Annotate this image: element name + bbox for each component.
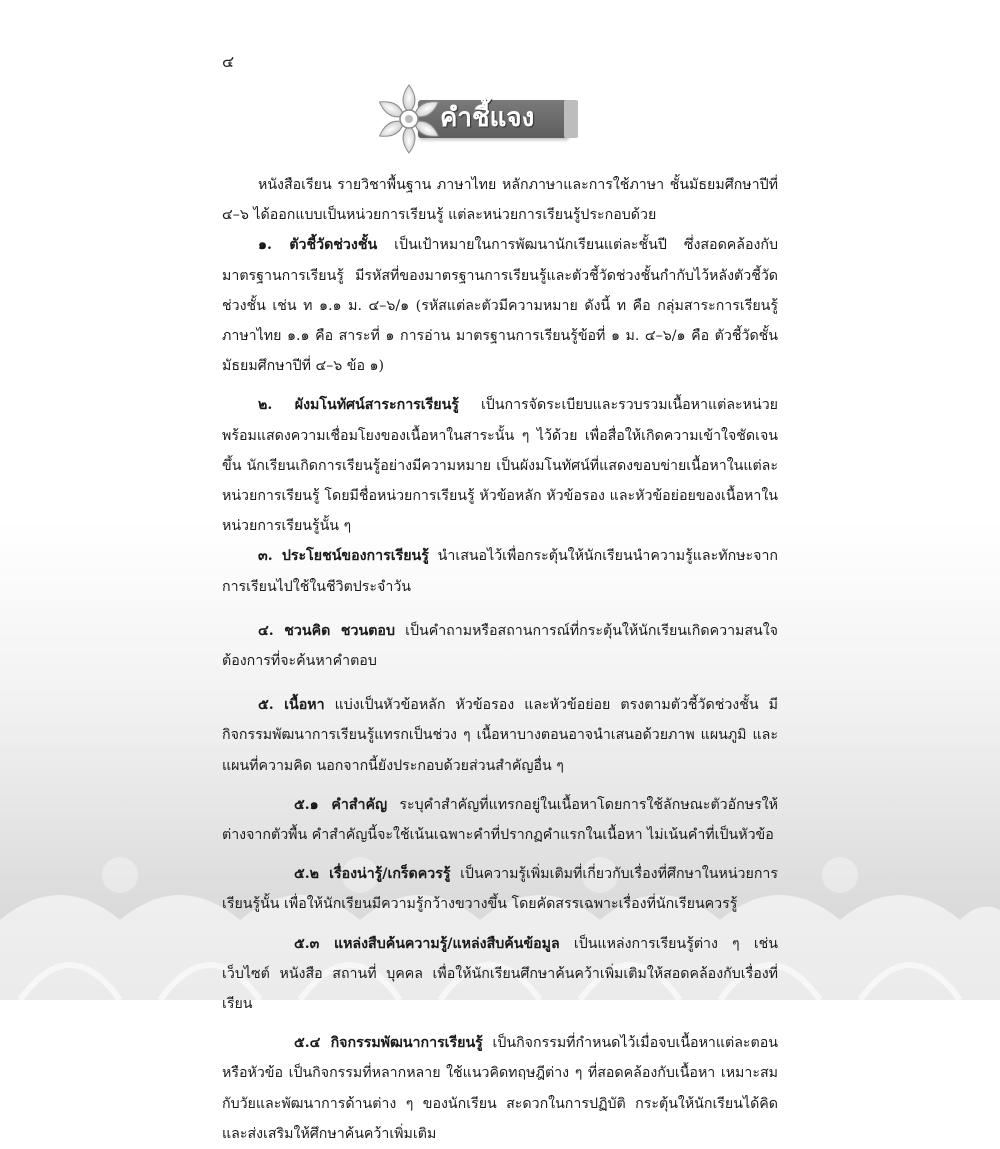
item-label: ๓. ประโยชน์ของการเรียนรู้ bbox=[258, 548, 429, 565]
paragraph-text: นำเสนอไว้เพื่อกระตุ้นให้นักเรียนนำความรู้และทักษะจากการเรียนไปใช้ในชีวิตประจำวัน bbox=[222, 548, 778, 595]
flower-ornament-icon bbox=[372, 82, 446, 156]
item-1-paragraph bbox=[222, 230, 778, 381]
paragraph-text: เป็นเป้าหมายในการพัฒนานักเรียนแต่ละชั้นปี ซึ่งสอดคล้องกับมาตรฐานการเรียนรู้ มีรหัสที่ของมาตรฐานการเรียนรู้และตัวชี้วัดช่วงชั้นกำกับไว้หลังตัวชี้วัดช่วงชั้น เช่น ท ๑.๑ ม. ๔–๖/๑ (รหัสแต่ละตัวมีความหมาย ดังนี้ ท คือ กลุ่มสาระการเรียนรู้ภาษาไทย ๑.๑ คือ สาระที่ ๑ การอ่าน มาตรฐานการเรียนรู้ข้อที่ ๑ ม. ๔–๖/๑ คือ ตัวชี้วัดชั้นมัธยมศึกษาปีที่ ๔–๖ ข้อ ๑) bbox=[222, 237, 779, 375]
item-label: ๕.๑ คำสำคัญ bbox=[294, 796, 388, 813]
item-label: ๕.๒ เรื่องน่ารู้/เกร็ดควรรู้ bbox=[294, 866, 451, 883]
item-3-paragraph bbox=[222, 541, 778, 601]
item-label: ๔. ชวนคิด ชวนตอบ bbox=[258, 622, 395, 639]
item-label: ๑. ตัวชี้วัดช่วงชั้น bbox=[258, 237, 378, 254]
item-5-paragraph bbox=[222, 690, 778, 781]
item-4-paragraph bbox=[222, 616, 778, 676]
item-label: ๒. ผังมโนทัศน์สาระการเรียนรู้ bbox=[258, 397, 459, 414]
paragraph-text: ระบุคำสำคัญที่แทรกอยู่ในเนื้อหาโดยการใช้ลักษณะตัวอักษรให้ต่างจากตัวพื้น คำสำคัญนี้จะใช้เน้นเฉพาะคำที่ปรากฏคำแรกในเนื้อหา ไม่เน้นคำที่เป็นหัวข้อ bbox=[222, 796, 778, 844]
body-text bbox=[222, 170, 778, 1149]
item-5-2-paragraph bbox=[222, 859, 778, 919]
page-number: ๔ bbox=[222, 52, 235, 71]
paragraph-text: เป็นคำถามหรือสถานการณ์ที่กระตุ้นให้นักเรียนเกิดความสนใจ ต้องการที่จะค้นหาคำตอบ bbox=[222, 622, 778, 670]
item-label: ๕.๓ แหล่งสืบค้นความรู้/แหล่งสืบค้นข้อมูล bbox=[294, 935, 560, 952]
paragraph-text: เป็นแหล่งการเรียนรู้ต่าง ๆ เช่น เว็บไซต์ หนังสือ สถานที่ บุคคล เพื่อให้นักเรียนศึกษาค้นคว้าเพิ่มเติมให้สอดคล้องกับเรื่องที่เรียน bbox=[222, 935, 778, 1013]
section-header bbox=[372, 82, 592, 156]
paragraph-text: หนังสือเรียน รายวิชาพื้นฐาน ภาษาไทย หลักภาษาและการใช้ภาษา ชั้นมัธยมศึกษาปีที่ ๔–๖ ได้ออกแบบเป็นหน่วยการเรียนรู้ แต่ละหน่วยการเรียนรู้ประกอบด้วย bbox=[222, 177, 778, 224]
item-5-4-paragraph bbox=[222, 1028, 778, 1149]
paragraph-text: เป็นการจัดระเบียบและรวบรวมเนื้อหาแต่ละหน่วย พร้อมแสดงความเชื่อมโยงของเนื้อหาในสาระนั้น ๆ ไว้ด้วย เพื่อสื่อให้เกิดความเข้าใจชัดเจนขึ้น นักเรียนเกิดการเรียนรู้อย่างมีความหมาย เป็นผังมโนทัศน์ที่แสดงขอบข่ายเนื้อหาในแต่ละหน่วยการเรียนรู้ โดยมีชื่อหน่วยการเรียนรู้ หัวข้อหลัก หัวข้อรอง และหัวข้อย่อยของเนื้อหาในหน่วยการเรียนรู้นั้น ๆ bbox=[222, 397, 778, 535]
banner-cap bbox=[564, 100, 578, 138]
paragraph-text: เป็นความรู้เพิ่มเติมที่เกี่ยวกับเรื่องที่ศึกษาในหน่วยการเรียนรู้นั้น เพื่อให้นักเรียนมีความรู้กว้างขวางขึ้น โดยคัดสรรเฉพาะเรื่องที่นักเรียนควรรู้ bbox=[222, 866, 778, 913]
page-heading: คำชี้แจง bbox=[440, 103, 535, 133]
item-2-paragraph bbox=[222, 390, 778, 541]
paragraph-text: แบ่งเป็นหัวข้อหลัก หัวข้อรอง และหัวข้อย่อย ตรงตามตัวชี้วัดช่วงชั้น มีกิจกรรมพัฒนาการเรียนรู้แทรกเป็นช่วง ๆ เนื้อหาบางตอนอาจนำเสนอด้วยภาพ แผนภูมิ และแผนที่ความคิด นอกจากนี้ยังประกอบด้วยส่วนสำคัญอื่น ๆ bbox=[222, 697, 778, 774]
paragraph-text: เป็นกิจกรรมที่กำหนดไว้เมื่อจบเนื้อหาแต่ละตอนหรือหัวข้อ เป็นกิจกรรมที่หลากหลาย ใช้แนวคิดทฤษฎีต่าง ๆ ที่สอดคล้องกับเนื้อหา เหมาะสมกับวัยและพัฒนาการด้านต่าง ๆ ของนักเรียน สะดวกในการปฏิบัติ กระตุ้นให้นักเรียนได้คิด และส่งเสริมให้ศึกษาค้นคว้าเพิ่มเติม bbox=[222, 1035, 778, 1142]
item-label: ๕. เนื้อหา bbox=[258, 697, 325, 714]
item-5-3-paragraph bbox=[222, 929, 778, 1020]
intro-paragraph bbox=[222, 170, 778, 230]
item-label: ๕.๔ กิจกรรมพัฒนาการเรียนรู้ bbox=[294, 1035, 483, 1052]
item-5-1-paragraph bbox=[222, 790, 778, 850]
